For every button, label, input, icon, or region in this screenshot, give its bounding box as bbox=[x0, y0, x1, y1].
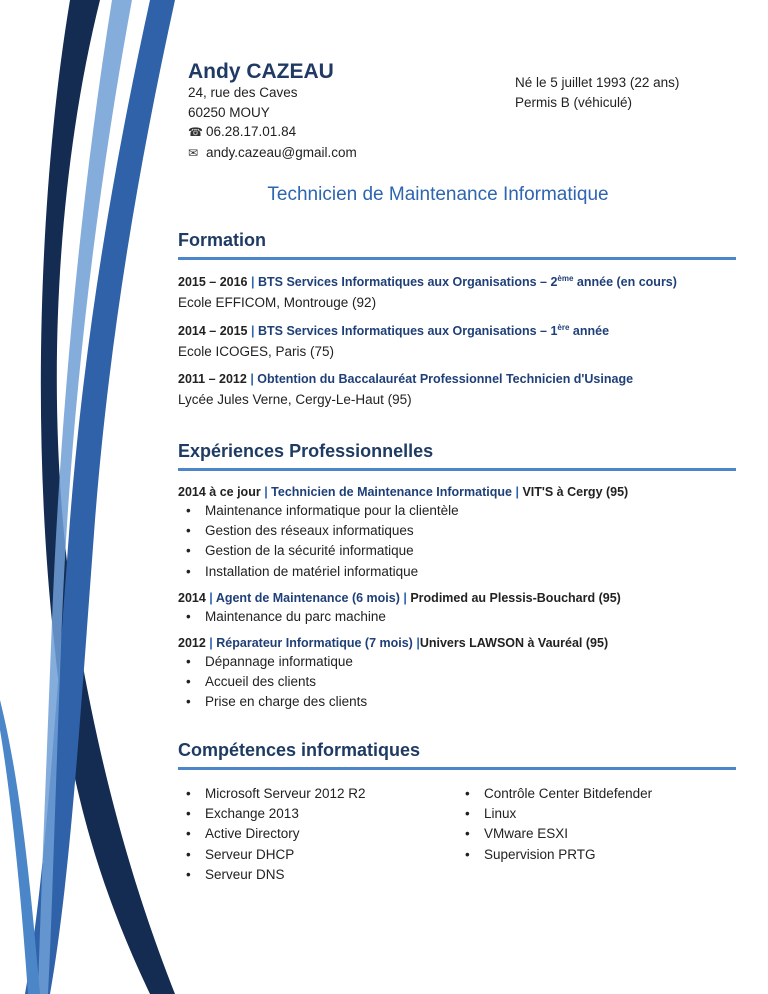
task-item: • Accueil des clients bbox=[178, 672, 736, 692]
experience-date: 2014 bbox=[178, 590, 206, 605]
personal-info bbox=[515, 73, 679, 112]
task-item: • Maintenance informatique pour la clientèle bbox=[178, 501, 736, 521]
experience-company: Prodimed au Plessis-Bouchard (95) bbox=[410, 590, 621, 605]
birth-date: Né le 5 juillet 1993 (22 ans) bbox=[515, 75, 680, 90]
city-address: 60250 MOUY bbox=[188, 104, 270, 120]
task-list bbox=[178, 652, 736, 713]
phone-line bbox=[188, 122, 357, 143]
task-item: • Dépannage informatique bbox=[178, 652, 736, 672]
experience-role: Réparateur Informatique (7 mois) bbox=[216, 636, 413, 651]
street-address: 24, rue des Caves bbox=[188, 85, 298, 100]
formation-degree: BTS Services Informatiques aux Organisations – 1 bbox=[257, 324, 558, 339]
formation-section bbox=[178, 230, 736, 407]
skill-item: • Microsoft Serveur 2012 R2 bbox=[178, 784, 457, 804]
experience-item: 2014 à ce jour | Technicien de Maintenance Informatique | VIT'S à Cergy (95) • Maintenance informatique pour la clientèle • Gestion des réseaux informatiques • Gestion de la sécurité informatique • Installation de matériel informatique bbox=[178, 485, 736, 582]
degree-suffix: année bbox=[569, 324, 610, 339]
skill-item: • Serveur DNS bbox=[178, 865, 457, 885]
skills-columns bbox=[178, 782, 736, 885]
experience-company: Univers LAWSON à Vauréal (95) bbox=[419, 636, 609, 651]
skill-item: • Supervision PRTG bbox=[457, 845, 736, 865]
formation-item: 2011 – 2012 | Obtention du Baccalauréat Professionnel Technicien d'Usinage Lycée Jules Verne, Cergy-Le-Haut (95) bbox=[178, 372, 736, 407]
formation-years: 2011 – 2012 bbox=[178, 372, 247, 387]
email-address: andy.cazeau@gmail.com bbox=[206, 144, 357, 160]
skill-item: • Serveur DHCP bbox=[178, 845, 457, 865]
skill-item: • Active Directory bbox=[178, 824, 457, 844]
phone-number: 06.28.17.01.84 bbox=[206, 124, 297, 139]
formation-school: Lycée Jules Verne, Cergy-Le-Haut (95) bbox=[178, 392, 412, 408]
task-item: • Gestion de la sécurité informatique bbox=[178, 541, 736, 561]
skills-section bbox=[178, 740, 736, 885]
candidate-name: Andy CAZEAU bbox=[188, 60, 334, 83]
skills-title: Compétences informatiques bbox=[178, 740, 736, 770]
formation-degree: BTS Services Informatiques aux Organisations – 2 bbox=[257, 275, 558, 290]
skill-item: • Contrôle Center Bitdefender bbox=[457, 784, 736, 804]
experience-role: Technicien de Maintenance Informatique bbox=[271, 485, 512, 499]
skills-list-right bbox=[457, 784, 736, 885]
formation-item: 2015 – 2016 | BTS Services Informatiques aux Organisations – 2ème année (en cours) Ecole EFFICOM, Montrouge (92) bbox=[178, 274, 736, 310]
task-item: • Installation de matériel informatique bbox=[178, 562, 736, 582]
experience-title: Expériences Professionnelles bbox=[178, 441, 736, 471]
experience-section bbox=[178, 441, 736, 713]
task-list bbox=[178, 501, 736, 582]
contact-block bbox=[188, 83, 357, 163]
experience-date: 2014 à ce jour bbox=[178, 485, 261, 499]
experience-item: 2012 | Réparateur Informatique (7 mois) |Univers LAWSON à Vauréal (95) • Dépannage informatique • Accueil des clients • Prise en charge des clients bbox=[178, 636, 736, 713]
email-line bbox=[188, 143, 357, 164]
degree-superscript: ère bbox=[557, 323, 570, 333]
formation-years: 2015 – 2016 bbox=[178, 275, 248, 290]
experience-company: VIT'S à Cergy (95) bbox=[522, 485, 629, 499]
skill-item: • Exchange 2013 bbox=[178, 804, 457, 824]
task-item: • Prise en charge des clients bbox=[178, 692, 736, 712]
email-icon: ✉ bbox=[188, 145, 199, 160]
driving-license: Permis B (véhiculé) bbox=[515, 94, 633, 110]
job-title: Technicien de Maintenance Informatique bbox=[267, 184, 609, 205]
degree-superscript: ème bbox=[557, 274, 574, 283]
degree-suffix: année (en cours) bbox=[573, 275, 677, 290]
skills-list-left bbox=[178, 784, 457, 885]
formation-school: Ecole ICOGES, Paris (75) bbox=[178, 344, 335, 360]
task-item: • Maintenance du parc machine bbox=[178, 607, 736, 627]
experience-item: 2014 | Agent de Maintenance (6 mois) | Prodimed au Plessis-Bouchard (95) • Maintenance du parc machine bbox=[178, 591, 736, 627]
formation-degree: Obtention du Baccalauréat Professionnel Technicien d'Usinage bbox=[257, 372, 634, 387]
skill-item: • Linux bbox=[457, 804, 736, 824]
phone-icon: ☎ bbox=[188, 125, 203, 139]
task-item: • Gestion des réseaux informatiques bbox=[178, 521, 736, 541]
formation-item: 2014 – 2015 | BTS Services Informatiques aux Organisations – 1ère année Ecole ICOGES, Paris (75) bbox=[178, 323, 736, 359]
experience-role: Agent de Maintenance (6 mois) bbox=[215, 590, 400, 605]
formation-title: Formation bbox=[178, 230, 736, 260]
task-list bbox=[178, 607, 736, 627]
formation-years: 2014 – 2015 bbox=[178, 324, 248, 339]
experience-date: 2012 bbox=[178, 636, 206, 651]
skill-item: • VMware ESXI bbox=[457, 824, 736, 844]
formation-school: Ecole EFFICOM, Montrouge (92) bbox=[178, 295, 377, 311]
